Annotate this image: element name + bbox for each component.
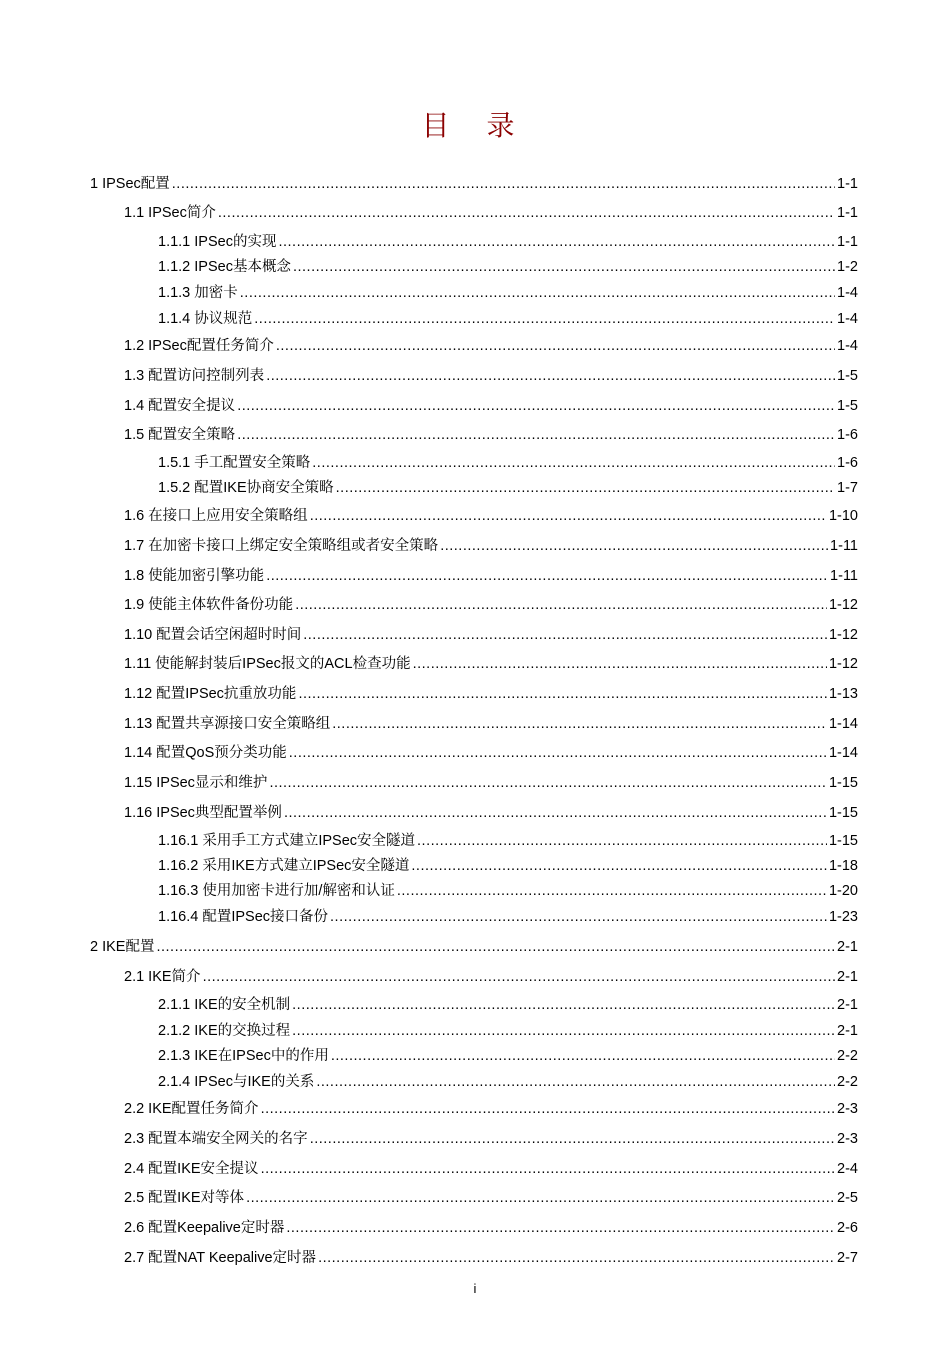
toc-entry-label: 1.5.1 手工配置安全策略 <box>158 455 311 471</box>
toc-entry[interactable] <box>124 1187 858 1209</box>
toc-leader-dots <box>336 477 835 499</box>
toc-entry-page: 2-3 <box>837 1131 858 1147</box>
toc-entry-page: 1-12 <box>828 656 858 672</box>
toc-leader-dots <box>292 1020 835 1042</box>
toc-leader-dots <box>411 855 827 877</box>
toc-entry[interactable] <box>124 1158 858 1180</box>
toc-entry-label: 2.1.4 IPSec与IKE的关系 <box>158 1074 315 1090</box>
toc-entry-page: 2-1 <box>837 969 858 985</box>
toc-leader-dots <box>310 1128 835 1150</box>
toc-entry[interactable] <box>124 802 858 824</box>
toc-entry[interactable] <box>158 1071 858 1093</box>
toc-entry-page: 1-14 <box>828 745 858 761</box>
toc-entry-label: 1.16.2 采用IKE方式建立IPSec安全隧道 <box>158 858 410 874</box>
toc-leader-dots <box>310 505 827 527</box>
toc-entry[interactable] <box>158 1020 858 1042</box>
toc-entry-page: 1-2 <box>837 259 858 275</box>
toc-entry-page: 2-2 <box>837 1074 858 1090</box>
toc-leader-dots <box>413 653 827 675</box>
toc-entry[interactable] <box>124 772 858 794</box>
toc-entry-label: 1.5.2 配置IKE协商安全策略 <box>158 480 334 496</box>
toc-entry[interactable] <box>124 1098 858 1120</box>
toc-entry[interactable] <box>124 395 858 417</box>
toc-entry-label: 2.1.2 IKE的交换过程 <box>158 1023 291 1039</box>
toc-entry-page: 2-4 <box>837 1161 858 1177</box>
toc-entry[interactable] <box>158 452 858 474</box>
toc-entry-page: 1-6 <box>837 455 858 471</box>
toc-entry[interactable] <box>124 713 858 735</box>
toc-entry-label: 1.1.2 IPSec基本概念 <box>158 259 291 275</box>
toc-entry-page: 2-7 <box>837 1250 858 1266</box>
toc-entry-label: 2.1 IKE简介 <box>124 969 201 985</box>
toc-entry-page: 2-5 <box>837 1190 858 1206</box>
toc-leader-dots <box>397 880 827 902</box>
toc-entry[interactable] <box>124 365 858 387</box>
toc-leader-dots <box>332 713 827 735</box>
toc-entry-page: 1-4 <box>837 338 858 354</box>
toc-entry-page: 1-5 <box>837 368 858 384</box>
toc-entry-page: 1-12 <box>828 597 858 613</box>
toc-entry-label: 1.3 配置访问控制列表 <box>124 368 265 384</box>
toc-entry[interactable] <box>124 683 858 705</box>
toc-entry-page: 2-6 <box>837 1220 858 1236</box>
toc-entry[interactable] <box>158 906 858 928</box>
toc-leader-dots <box>292 994 835 1016</box>
toc-entry[interactable] <box>124 742 858 764</box>
toc-leader-dots <box>289 742 827 764</box>
toc-entry-page: 1-5 <box>837 398 858 414</box>
toc-entry-page: 1-4 <box>837 311 858 327</box>
toc-leader-dots <box>237 424 835 446</box>
toc-entry-label: 2.4 配置IKE安全提议 <box>124 1161 259 1177</box>
toc-leader-dots <box>269 772 827 794</box>
toc-leader-dots <box>293 256 835 278</box>
toc-entry-page: 1-18 <box>828 858 858 874</box>
toc-leader-dots <box>246 1187 835 1209</box>
toc-entry-label: 1.1.4 协议规范 <box>158 311 253 327</box>
toc-leader-dots <box>318 1247 835 1269</box>
toc-entry-page: 2-1 <box>837 939 858 955</box>
toc-entry-page: 1-23 <box>828 909 858 925</box>
toc-entry-page: 1-13 <box>828 686 858 702</box>
toc-leader-dots <box>218 202 835 224</box>
page-number: i <box>473 1281 477 1296</box>
toc-entry-page: 1-7 <box>837 480 858 496</box>
toc-leader-dots <box>286 1217 835 1239</box>
toc-leader-dots <box>278 231 835 253</box>
toc-entry[interactable] <box>124 535 858 557</box>
toc-leader-dots <box>440 535 828 557</box>
toc-entry[interactable] <box>124 335 858 357</box>
toc-leader-dots <box>331 1045 835 1067</box>
toc-entry[interactable] <box>124 624 858 646</box>
toc-entry-label: 2.1.3 IKE在IPSec中的作用 <box>158 1048 329 1064</box>
toc-entry-label: 1 IPSec配置 <box>90 176 170 192</box>
toc-entry-label: 1.1.1 IPSec的实现 <box>158 234 277 250</box>
toc-leader-dots <box>172 173 835 195</box>
toc-entry-label: 2.5 配置IKE对等体 <box>124 1190 245 1206</box>
toc-entry[interactable] <box>124 505 858 527</box>
toc-entry-label: 1.2 IPSec配置任务简介 <box>124 338 274 354</box>
toc-leader-dots <box>237 395 835 417</box>
toc-entry-label: 1.16.4 配置IPSec接口备份 <box>158 909 329 925</box>
toc-entry-page: 1-4 <box>837 285 858 301</box>
toc-entry[interactable] <box>158 830 858 852</box>
toc-entry[interactable] <box>124 424 858 446</box>
toc-entry[interactable] <box>158 308 858 330</box>
toc-entry-label: 1.12 配置IPSec抗重放功能 <box>124 686 297 702</box>
toc-entry-label: 1.15 IPSec显示和维护 <box>124 775 268 791</box>
toc-entry-label: 1.10 配置会话空闲超时时间 <box>124 627 302 643</box>
toc-leader-dots <box>276 335 835 357</box>
toc-entry[interactable] <box>124 594 858 616</box>
toc-entry[interactable] <box>124 202 858 224</box>
toc-entry[interactable] <box>124 1217 858 1239</box>
toc-entry-label: 1.4 配置安全提议 <box>124 398 236 414</box>
toc-entry-page: 1-20 <box>828 883 858 899</box>
toc-leader-dots <box>295 594 827 616</box>
toc-entry-page: 1-1 <box>837 205 858 221</box>
toc-leader-dots <box>266 565 828 587</box>
toc-entry-label: 2.3 配置本端安全网关的名字 <box>124 1131 308 1147</box>
toc-leader-dots <box>284 802 827 824</box>
toc-entry-label: 2.1.1 IKE的安全机制 <box>158 997 291 1013</box>
toc-entry-page: 2-1 <box>837 997 858 1013</box>
toc-leader-dots <box>203 966 835 988</box>
toc-entry[interactable] <box>158 256 858 278</box>
toc-leader-dots <box>316 1071 835 1093</box>
toc-entry-label: 2.6 配置Keepalive定时器 <box>124 1220 285 1236</box>
toc-leader-dots <box>254 308 835 330</box>
toc-entry-page: 1-15 <box>828 833 858 849</box>
toc-entry-label: 1.9 使能主体软件备份功能 <box>124 597 294 613</box>
toc-entry-page: 1-11 <box>830 538 858 554</box>
toc-entry-page: 2-3 <box>837 1101 858 1117</box>
toc-entry[interactable] <box>90 173 858 195</box>
toc-leader-dots <box>240 282 835 304</box>
toc-entry[interactable] <box>124 565 858 587</box>
toc-leader-dots <box>261 1098 835 1120</box>
toc-entry-page: 1-12 <box>828 627 858 643</box>
toc-entry[interactable] <box>158 994 858 1016</box>
toc-entry-page: 1-6 <box>837 427 858 443</box>
toc-entry-page: 1-15 <box>828 805 858 821</box>
toc-entry-label: 1.7 在加密卡接口上绑定安全策略组或者安全策略 <box>124 538 439 554</box>
toc-entry[interactable] <box>124 1128 858 1150</box>
toc-entry-label: 1.16 IPSec典型配置举例 <box>124 805 282 821</box>
toc-entry-label: 1.16.1 采用手工方式建立IPSec安全隧道 <box>158 833 416 849</box>
toc-leader-dots <box>156 936 835 958</box>
toc-leader-dots <box>303 624 827 646</box>
toc-entry[interactable] <box>158 231 858 253</box>
toc-entry[interactable] <box>90 936 858 958</box>
toc-leader-dots <box>330 906 827 928</box>
toc-leader-dots <box>298 683 827 705</box>
toc-entry[interactable] <box>158 855 858 877</box>
toc-entry-page: 2-1 <box>837 1023 858 1039</box>
toc-entry[interactable] <box>124 1247 858 1269</box>
toc-entry-label: 1.13 配置共享源接口安全策略组 <box>124 716 331 732</box>
toc-entry-label: 1.16.3 使用加密卡进行加/解密和认证 <box>158 883 395 899</box>
toc-entry-label: 1.5 配置安全策略 <box>124 427 236 443</box>
toc-entry[interactable] <box>158 477 858 499</box>
toc-entry-label: 1.6 在接口上应用安全策略组 <box>124 508 308 524</box>
toc-leader-dots <box>312 452 835 474</box>
toc-entry-label: 2.7 配置NAT Keepalive定时器 <box>124 1250 317 1266</box>
toc-leader-dots <box>417 830 827 852</box>
toc-entry[interactable] <box>158 880 858 902</box>
toc-entry-label: 1.14 配置QoS预分类功能 <box>124 745 287 761</box>
toc-title: 目 录 <box>421 109 529 142</box>
toc-entry[interactable] <box>158 282 858 304</box>
toc-leader-dots <box>266 365 835 387</box>
toc-entry-page: 1-14 <box>828 716 858 732</box>
toc-entry-label: 1.1.3 加密卡 <box>158 285 238 301</box>
toc-entry[interactable] <box>124 653 858 675</box>
toc-entry-label: 2 IKE配置 <box>90 939 155 955</box>
toc-entry-page: 1-1 <box>837 234 858 250</box>
toc-entry[interactable] <box>124 966 858 988</box>
toc-entry-label: 1.1 IPSec简介 <box>124 205 216 221</box>
toc-entry-label: 1.8 使能加密引擎功能 <box>124 568 265 584</box>
toc-entry-page: 1-10 <box>828 508 858 524</box>
toc-leader-dots <box>261 1158 835 1180</box>
toc-entry-label: 2.2 IKE配置任务简介 <box>124 1101 259 1117</box>
toc-entry-page: 1-11 <box>830 568 858 584</box>
toc-entry[interactable] <box>158 1045 858 1067</box>
toc-entry-page: 1-15 <box>828 775 858 791</box>
toc-entry-label: 1.11 使能解封装后IPSec报文的ACL检查功能 <box>124 656 411 672</box>
toc-entry-page: 1-1 <box>837 176 858 192</box>
toc-entry-page: 2-2 <box>837 1048 858 1064</box>
